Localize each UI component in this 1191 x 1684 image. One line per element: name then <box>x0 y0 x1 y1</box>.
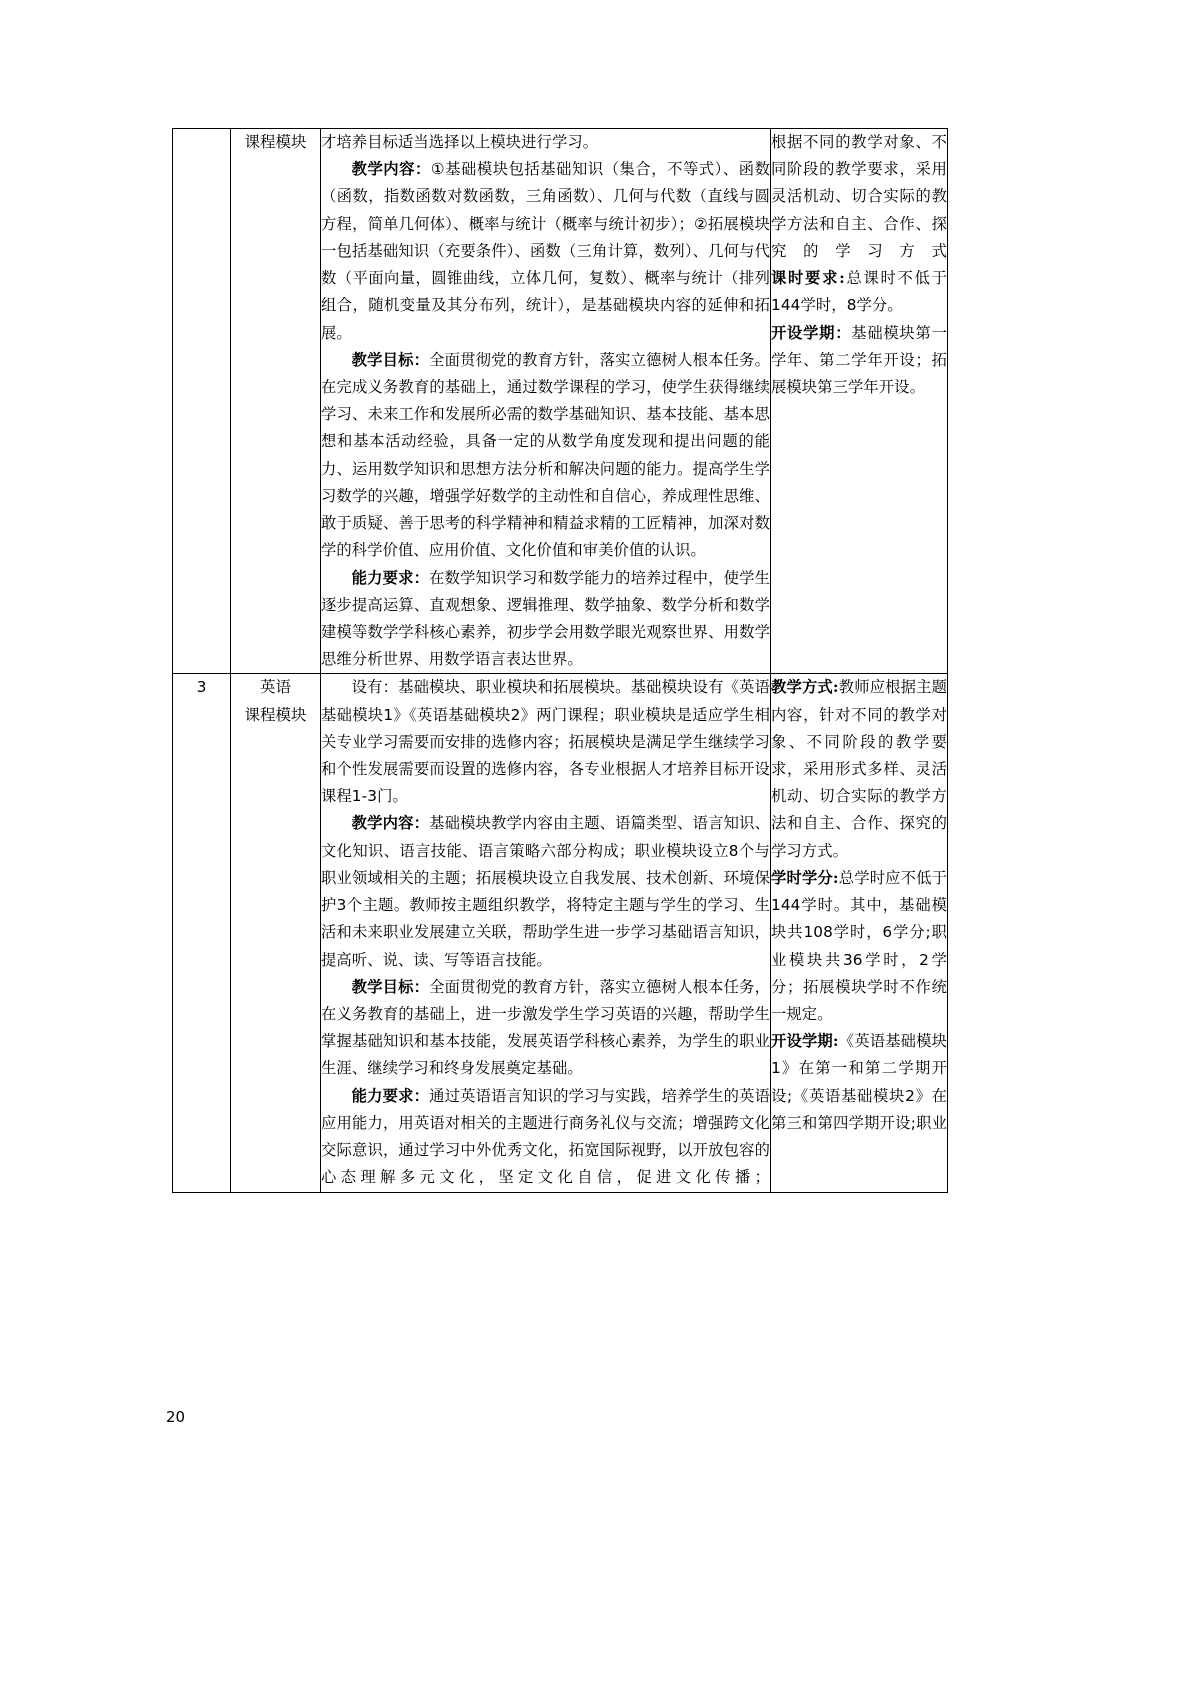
label-teaching-goal: 教学目标： <box>351 977 430 996</box>
module-name-cell <box>231 129 321 674</box>
row-number-cell <box>173 674 231 1192</box>
label-semester: 开设学期： <box>771 323 852 342</box>
page-number: 20 <box>166 1408 186 1426</box>
paragraph-teaching-goal <box>321 347 770 565</box>
text-semester: 《英语基础模块1》在第一和第二学期开设;《英语基础模块2》在第三和第四学期开设;职业 <box>771 1032 947 1132</box>
module-name-line: 课程模块 <box>244 133 307 151</box>
label-ability-requirement: 能力要求： <box>351 568 430 587</box>
row-number-cell <box>173 129 231 674</box>
row-number: 3 <box>196 678 207 697</box>
paragraph-teaching-goal <box>321 974 770 1083</box>
row-number-wrap <box>173 674 230 701</box>
table-row <box>173 129 948 674</box>
text-teaching-method: 教师应根据主题内容，针对不同的教学对象、不同阶段的教学要求，采用形式多样、灵活机动、切合实际的教学方法和自主、合作、探究的学习方式。 <box>771 678 947 860</box>
text-teaching-goal: 全面贯彻党的教育方针，落实立德树人根本任务。在完成义务教育的基础上，通过数学课程的学习，使学生获得继续学习、未来工作和发展所必需的数学基础知识、基本技能、基本思想和基本活动经验，具备一定的从数学角度发现和提出问题的能力、运用数学知识和思想方法分析和解决问题的能力。提高学生学习数学的兴趣，增强学好数学的主动性和自信心，养成理性思维、敢于质疑、善于思考的科学精神和精益求精的工匠精神，加深对数学的科学价值、应用价值、文化价值和审美价值的认识。 <box>321 350 770 560</box>
module-content-cell <box>321 129 771 674</box>
label-ability-requirement: 能力要求： <box>351 1086 430 1105</box>
text-semester: 基础模块第一学年、第二学年开设；拓展模块第三学年开设。 <box>771 323 947 396</box>
paragraph-ability-requirement <box>321 565 770 674</box>
paragraph-module-overview <box>321 674 770 810</box>
curriculum-module-table <box>172 128 948 1193</box>
text-class-hours: 总课时不低于144学时，8学分。 <box>771 269 947 315</box>
module-name-line: 课程模块 <box>244 705 307 724</box>
module-requirement-cell <box>771 129 948 674</box>
module-content-cell <box>321 674 771 1192</box>
label-teaching-goal: 教学目标： <box>351 350 430 369</box>
text-ability-requirement: 通过英语语言知识的学习与实践，培养学生的英语应用能力，用英语对相关的主题进行商务礼仪与交流；增强跨文化交际意识，通过学习中外优秀文化，拓宽国际视野，以开放包容的心态理解多元文化，坚定文化自信，促进文化传播； <box>321 1086 770 1187</box>
table-row <box>173 674 948 1192</box>
text-teaching-goal: 全面贯彻党的教育方针，落实立德树人根本任务，在义务教育的基础上，进一步激发学生学习英语的兴趣，帮助学生掌握基础知识和基本技能，发展英语学科核心素养，为学生的职业生涯、继续学习和终身发展奠定基础。 <box>321 977 770 1078</box>
label-teaching-method: 教学方式: <box>771 678 839 697</box>
paragraph-semester <box>771 320 947 402</box>
module-name-wrap <box>231 674 320 728</box>
paragraph-ability-requirement <box>321 1083 770 1192</box>
paragraph-teaching-method <box>771 129 947 265</box>
label-class-hours: 课时要求: <box>771 269 845 288</box>
module-name-line: 英语 <box>259 678 291 697</box>
text-ability-requirement: 在数学知识学习和数学能力的培养过程中，使学生逐步提高运算、直观想象、逻辑推理、数学抽象、数学分析和数学建模等数学学科核心素养，初步学会用数学眼光观察世界、用数学思维分析世界、用数学语言表达世界。 <box>321 568 770 669</box>
paragraph-class-hours <box>771 265 947 319</box>
paragraph-credit-hours <box>771 865 947 1028</box>
text-teaching-method: 根据不同的教学对象、不同阶段的教学要求，采用灵活机动、切合实际的教学方法和自主、合作、探究的学习方式 <box>771 133 947 260</box>
label-teaching-content: 教学内容： <box>351 160 431 179</box>
text-module-overview: 设有：基础模块、职业模块和拓展模块。基础模块设有《英语基础模块1》《英语基础模块2》两门课程；职业模块是适应学生相关专业学习需要而安排的选修内容；拓展模块是满足学生继续学习和个性发展需要而设置的选修内容，各专业根据人才培养目标开设课程1-3门。 <box>321 678 770 806</box>
paragraph-teaching-method <box>771 674 947 865</box>
paragraph-teaching-content <box>321 810 770 973</box>
paragraph-semester <box>771 1028 947 1137</box>
text-teaching-content: 基础模块教学内容由主题、语篇类型、语言知识、文化知识、语言技能、语言策略六部分构成；职业模块设立8个与职业领域相关的主题；拓展模块设立自我发展、技术创新、环境保护3个主题。教师按主题组织教学，将特定主题与学生的学习、生活和未来职业发展建立关联，帮助学生进一步学习基础语言知识，提高听、说、读、写等语言技能。 <box>321 814 770 969</box>
paragraph-teaching-content <box>321 156 770 347</box>
module-name-cell <box>231 674 321 1192</box>
label-semester: 开设学期: <box>771 1032 839 1051</box>
label-teaching-content: 教学内容： <box>351 814 430 833</box>
text-credit-hours: 总学时应不低于144学时。其中，基础模块共108学时，6学分;职业模块共36学时，2学分；拓展模块学时不作统一规定。 <box>771 868 947 1023</box>
label-credit-hours: 学时学分: <box>771 868 839 887</box>
paragraph-continuation: 才培养目标适当选择以上模块进行学习。 <box>321 133 599 151</box>
module-requirement-cell <box>771 674 948 1192</box>
text-teaching-content: ①基础模块包括基础知识（集合，不等式）、函数（函数，指数函数对数函数，三角函数）、几何与代数（直线与圆方程，简单几何体）、概率与统计（概率与统计初步）；②拓展模块一包括基础知识（充要条件）、函数（三角计算，数列）、几何与代数（平面向量，圆锥曲线，立体几何，复数）、概率与统计（排列组合，随机变量及其分布列，统计），是基础模块内容的延伸和拓展。 <box>321 160 770 342</box>
